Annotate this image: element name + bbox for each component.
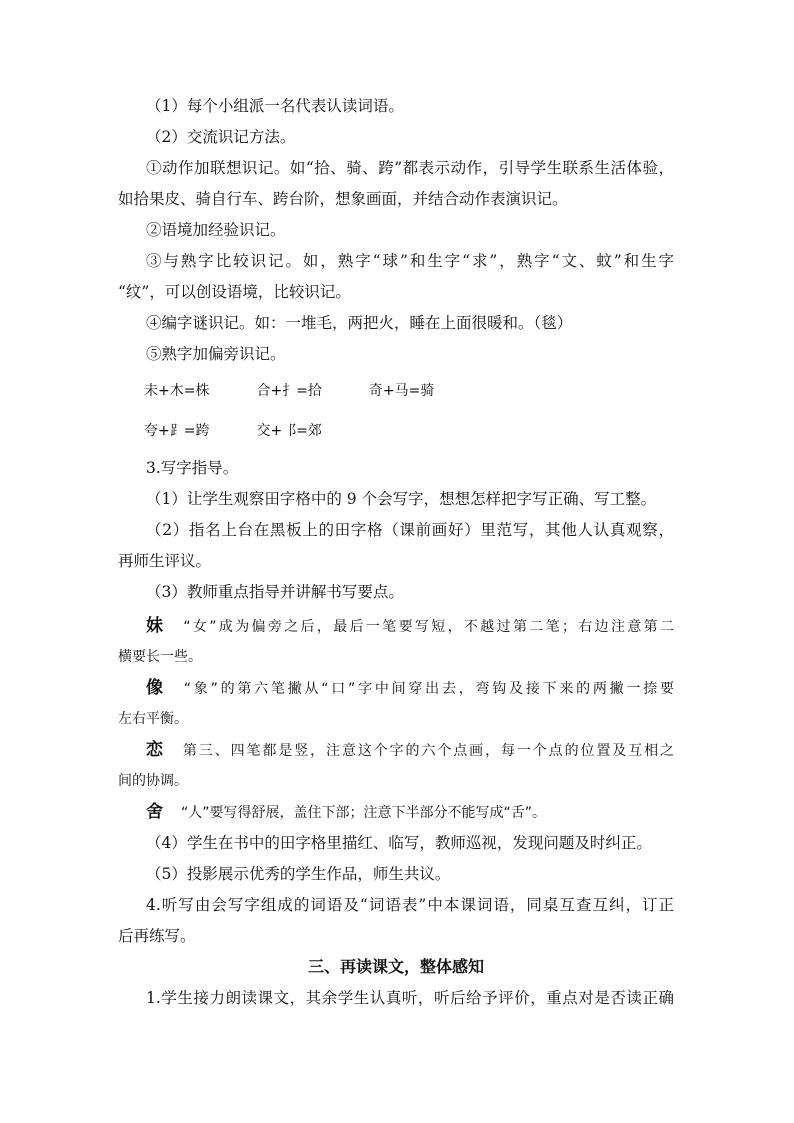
paragraph-observe-grid: （1）让学生观察田字格中的 9 个会写字，想想怎样把字写正确、写工整。 bbox=[146, 490, 657, 508]
paragraph-context-experience: ②语境加经验识记。 bbox=[146, 221, 286, 239]
guide-text: “女”成为偏旁之后，最后一笔要写短，不越过第二笔；右边注意第二 bbox=[183, 619, 674, 635]
guide-character: 像 bbox=[146, 678, 166, 698]
guide-text: 第三、四笔都是竖，注意这个字的六个点画，每一个点的位置及互相之 bbox=[182, 743, 675, 759]
guide-line-lian-cont: 间的协调。 bbox=[118, 773, 188, 789]
guide-text: “人”要写得舒展，盖住下部；注意下半部分不能写成“舌”。 bbox=[181, 805, 547, 821]
paragraph-group-representative: （1）每个小组派一名代表认读词语。 bbox=[146, 97, 404, 115]
guide-line-xiang-cont: 左右平衡。 bbox=[118, 711, 188, 727]
guide-character: 舍 bbox=[146, 802, 163, 822]
equation: 交+⻏=郊 bbox=[256, 423, 322, 439]
guide-character: 妹 bbox=[146, 616, 166, 636]
paragraph-teacher-guidance: （3）教师重点指导并讲解书写要点。 bbox=[146, 583, 404, 601]
paragraph-practice-writing: （4）学生在书中的田字格里描红、临写，教师巡视，发现问题及时纠正。 bbox=[146, 834, 652, 852]
guide-line-xiang bbox=[118, 678, 674, 699]
section-heading: 三、再读课文，整体感知 bbox=[307, 957, 484, 976]
guide-text: “象”的第六笔撇从“口”字中间穿出去，弯钩及接下来的两撇一捺要 bbox=[183, 681, 675, 697]
paragraph-compare-familiar: ③与熟字比较识记。如，熟字“球”和生字“求”，熟字“文、蚊”和生字 bbox=[146, 252, 674, 270]
paragraph-action-association: ①动作加联想识记。如“拾、骑、跨”都表示动作，引导学生联系生活体验， bbox=[146, 159, 674, 177]
guide-line-mei bbox=[118, 616, 674, 637]
guide-line-lian bbox=[118, 740, 674, 761]
paragraph-radical: ⑤熟字加偏旁识记。 bbox=[146, 345, 286, 363]
equation-row-2 bbox=[144, 421, 322, 441]
paragraph-demo-writing: （2）指名上台在黑板上的田字格（课前画好）里范写，其他人认真观察， bbox=[146, 521, 674, 539]
guide-line-she bbox=[118, 802, 546, 823]
paragraph-relay-reading: 1.学生接力朗读课文，其余学生认真听，听后给予评价，重点对是否读正确 bbox=[146, 989, 674, 1007]
paragraph-exchange-methods: （2）交流识记方法。 bbox=[146, 128, 296, 146]
section-writing-guidance-title: 3.写字指导。 bbox=[146, 459, 239, 477]
equation: 未+木=株 bbox=[144, 383, 210, 399]
paragraph-action-association-cont: 如拾果皮、骑自行车、跨台阶，想象画面，并结合动作表演识记。 bbox=[118, 190, 568, 208]
paragraph-show-works: （5）投影展示优秀的学生作品，师生共议。 bbox=[146, 865, 451, 883]
equation: 夸+⻊=跨 bbox=[144, 423, 210, 439]
equation: 奇+马=骑 bbox=[368, 383, 435, 399]
equation-row-1 bbox=[144, 381, 434, 401]
paragraph-dictation: 4.听写由会写字组成的词语及“词语表”中本课词语，同桌互查互纠，订正 bbox=[146, 896, 674, 914]
guide-character: 恋 bbox=[146, 740, 165, 760]
paragraph-compare-familiar-cont: “纹”，可以创设语境，比较识记。 bbox=[118, 283, 351, 301]
guide-line-mei-cont: 横要长一些。 bbox=[118, 649, 202, 665]
paragraph-riddle: ④编字谜识记。如：一堆毛，两把火，睡在上面很暖和。（毯） bbox=[146, 314, 573, 332]
paragraph-demo-writing-cont: 再师生评议。 bbox=[118, 552, 212, 570]
paragraph-dictation-cont: 后再练写。 bbox=[118, 927, 196, 945]
equation: 合+扌=拾 bbox=[256, 383, 322, 399]
